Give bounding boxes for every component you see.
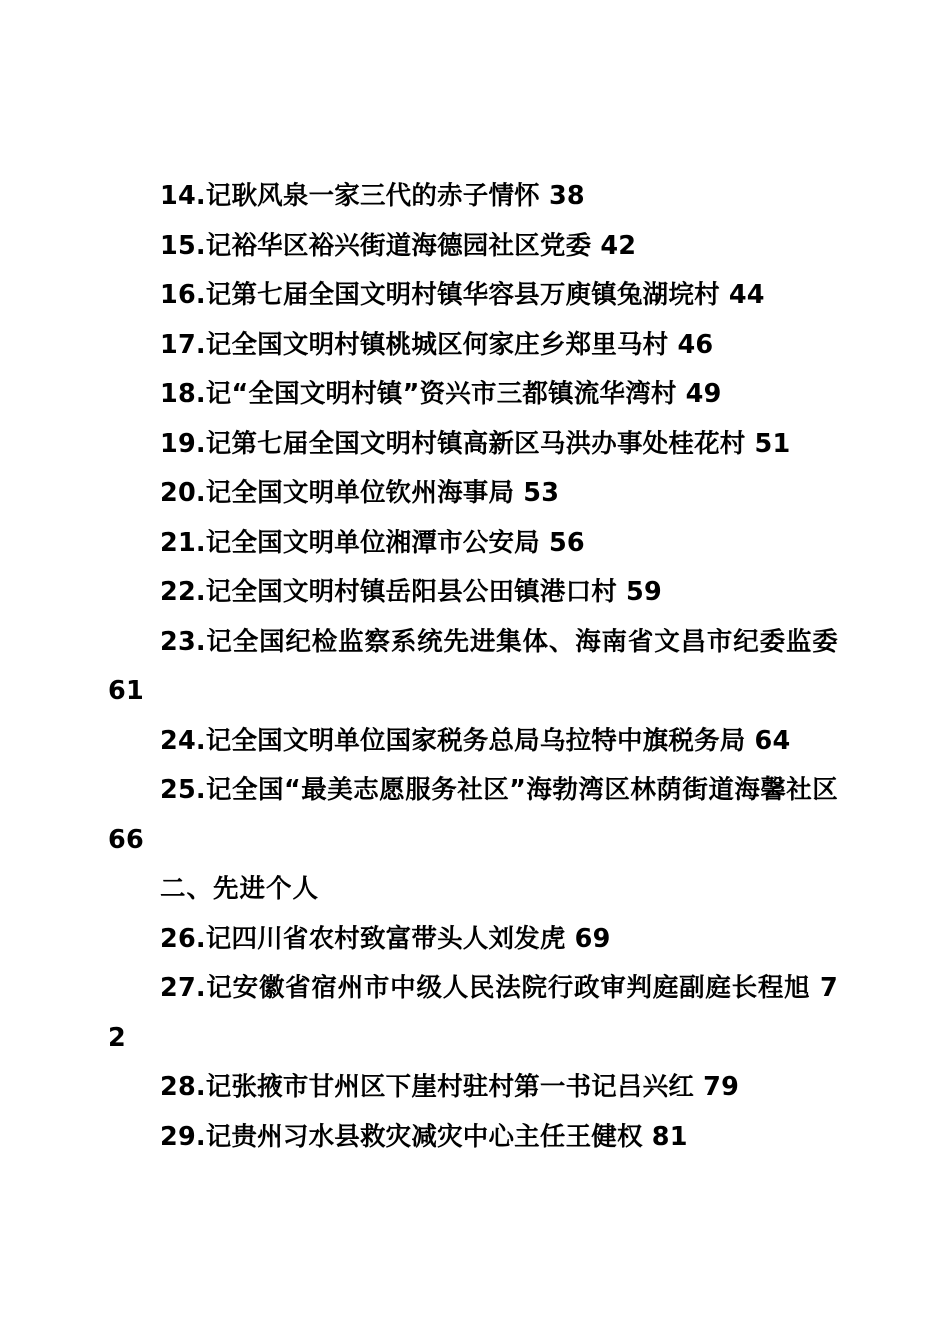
toc-entry: 25.记全国“最美志愿服务社区”海勃湾区林荫街道海馨社区 66 <box>108 775 838 855</box>
toc-entry: 26.记四川省农村致富带头人刘发虎 69 <box>160 923 611 954</box>
toc-entry: 20.记全国文明单位钦州海事局 53 <box>160 478 560 508</box>
toc-entry: 24.记全国文明单位国家税务总局乌拉特中旗税务局 64 <box>160 725 791 756</box>
toc-entry: 29.记贵州习水县救灾减灾中心主任王健权 81 <box>160 1121 688 1152</box>
table-of-contents <box>108 172 838 1162</box>
toc-entry: 23.记全国纪检监察系统先进集体、海南省文昌市纪委监委 61 <box>108 626 838 706</box>
toc-entry: 28.记张掖市甘州区下崖村驻村第一书记吕兴红 79 <box>160 1072 740 1102</box>
toc-entry: 14.记耿风泉一家三代的赤子情怀 38 <box>160 181 585 211</box>
toc-entry: 18.记“全国文明村镇”资兴市三都镇流华湾村 49 <box>160 379 722 409</box>
toc-entry: 16.记第七届全国文明村镇华容县万庾镇兔湖垸村 44 <box>160 280 765 310</box>
toc-entry: 17.记全国文明村镇桃城区何家庄乡郑里马村 46 <box>160 329 714 360</box>
toc-entry: 15.记裕华区裕兴街道海德园社区党委 42 <box>160 230 637 261</box>
toc-entry: 27.记安徽省宿州市中级人民法院行政审判庭副庭长程旭 72 <box>108 973 838 1053</box>
toc-entry: 21.记全国文明单位湘潭市公安局 56 <box>160 527 585 558</box>
toc-section-heading: 二、先进个人 <box>160 874 320 904</box>
toc-entry: 19.记第七届全国文明村镇高新区马洪办事处桂花村 51 <box>160 428 791 459</box>
toc-entry: 22.记全国文明村镇岳阳县公田镇港口村 59 <box>160 577 662 607</box>
